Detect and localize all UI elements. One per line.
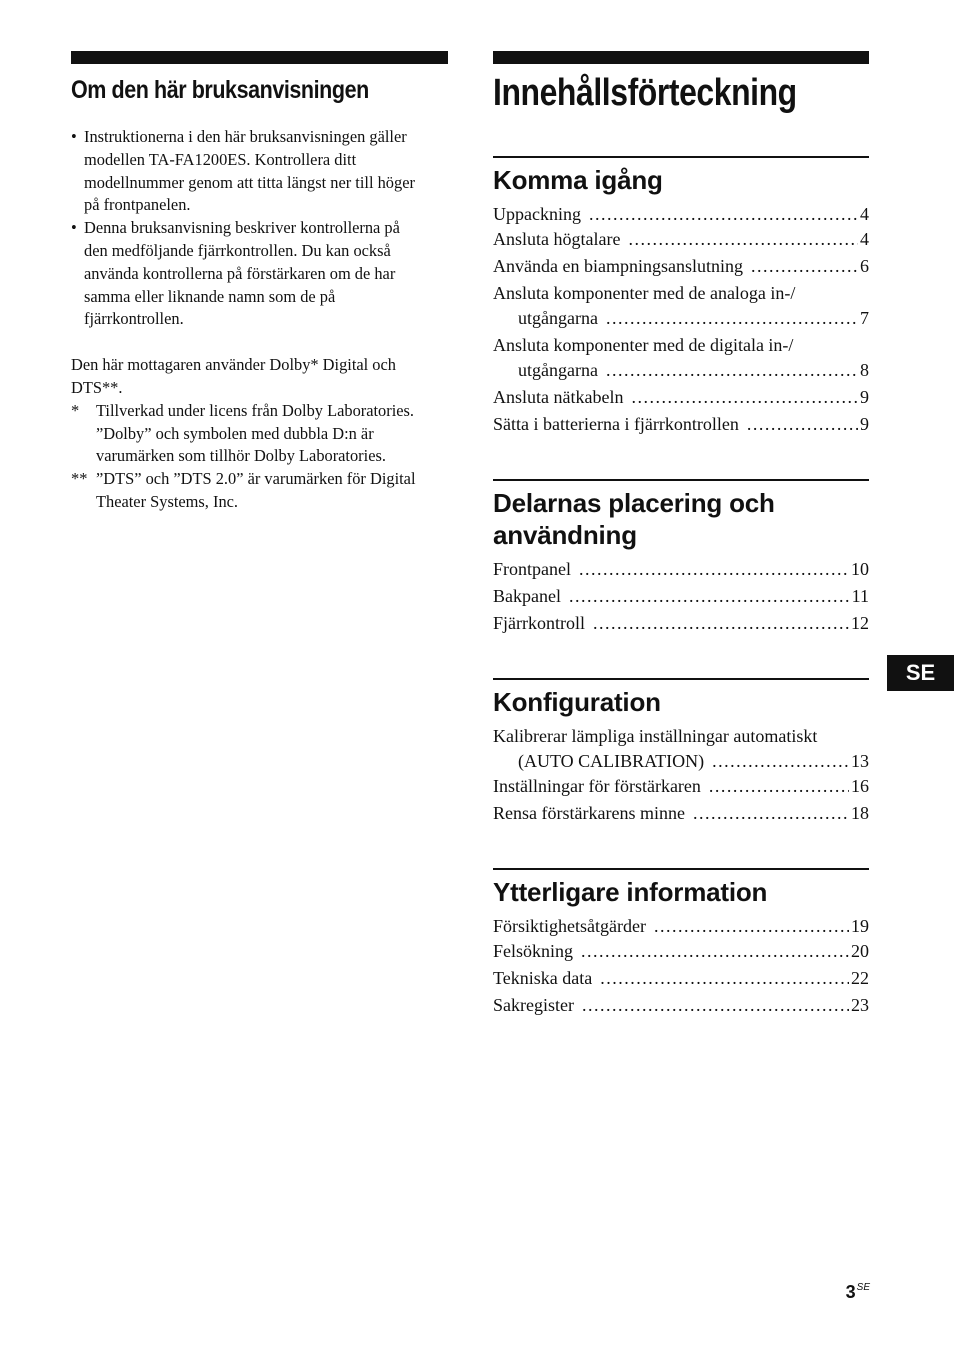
toc-entry[interactable]: Sakregister ..... 23 (493, 993, 869, 1018)
bullet-item: • Denna bruksanvisning beskriver kontrollerna på den medföljande fjärrkontrollen. Du kan också använda kontrollerna på förstärkaren om de har samma eller liknande namn som de på fjärrkontrollen. (71, 218, 400, 329)
section-rule (493, 678, 869, 680)
toc-entry-line[interactable]: Ansluta komponenter med de analoga in-/ (493, 283, 796, 303)
toc-entry-line[interactable]: Kalibrerar lämpliga inställningar automatiskt (493, 726, 818, 746)
toc-entry[interactable]: utgångarna ..... 7 (493, 306, 869, 331)
toc-entry[interactable]: Felsökning ..... 20 (493, 939, 869, 964)
toc-section (493, 156, 869, 437)
toc-section (493, 868, 869, 1018)
footnote: ** ”DTS” och ”DTS 2.0” är varumärken för Digital Theater Systems, Inc. (71, 469, 416, 511)
intro-column (71, 51, 448, 514)
toc-entry[interactable]: Tekniska data ..... 22 (493, 966, 869, 991)
toc-entry[interactable]: Försiktighetsåtgärder ..... 19 (493, 914, 869, 939)
toc-entry[interactable]: Uppackning ..... 4 (493, 202, 869, 227)
section-heading: Ytterligare information (493, 877, 768, 907)
toc-entry[interactable]: Rensa förstärkarens minne ..... 18 (493, 801, 869, 826)
section-heading: Delarnas placering och användning (493, 488, 775, 550)
title-rule (493, 51, 869, 64)
section-rule (493, 156, 869, 158)
toc-entry-line[interactable]: Ansluta komponenter med de digitala in-/ (493, 335, 794, 355)
toc-entry[interactable]: Inställningar för förstärkaren ..... 16 (493, 774, 869, 799)
toc-entry[interactable]: utgångarna ..... 8 (493, 358, 869, 383)
section-rule (493, 479, 869, 481)
toc-entry[interactable]: Sätta i batterierna i fjärrkontrollen ..... 9 (493, 412, 869, 437)
toc-entry[interactable]: Ansluta nätkabeln ..... 9 (493, 385, 869, 410)
toc-column (493, 51, 869, 1018)
page-suffix: SE (856, 1282, 870, 1293)
toc-entry[interactable]: Ansluta högtalare ..... 4 (493, 227, 869, 252)
toc-entry[interactable]: (AUTO CALIBRATION) ..... 13 (493, 749, 869, 774)
section-heading: Konfiguration (493, 687, 661, 717)
trademark-notes (71, 400, 448, 514)
toc-title: Innehållsförteckning (493, 72, 797, 114)
heading-rule (71, 51, 448, 64)
toc-entry[interactable]: Frontpanel ..... 10 (493, 557, 869, 582)
bullet-item: • Instruktionerna i den här bruksanvisningen gäller modellen TA-FA1200ES. Kontrollera ditt modellnummer genom att titta längst ner till höger på frontpanelen. (71, 127, 415, 215)
toc-section (493, 678, 869, 826)
section-heading: Komma igång (493, 165, 663, 195)
toc-entry[interactable]: Använda en biampningsanslutning ..... 6 (493, 254, 869, 279)
intro-bullets (71, 126, 448, 331)
toc-section (493, 479, 869, 636)
page-number: $3^{SE}$ (845, 1282, 870, 1302)
language-tab: SE (887, 655, 954, 691)
dolby-dts-paragraph: Den här mottagaren använder Dolby* Digital och DTS**. (71, 355, 396, 397)
toc-entry[interactable]: Bakpanel ..... 11 (493, 584, 869, 609)
intro-heading: Om den här bruksanvisningen (71, 76, 369, 104)
footnote: * Tillverkad under licens från Dolby Laboratories. ”Dolby” och symbolen med dubbla D:n är varumärken som tillhör Dolby Laboratories. (71, 400, 415, 466)
toc-entry[interactable]: Fjärrkontroll ..... 12 (493, 611, 869, 636)
section-rule (493, 868, 869, 870)
